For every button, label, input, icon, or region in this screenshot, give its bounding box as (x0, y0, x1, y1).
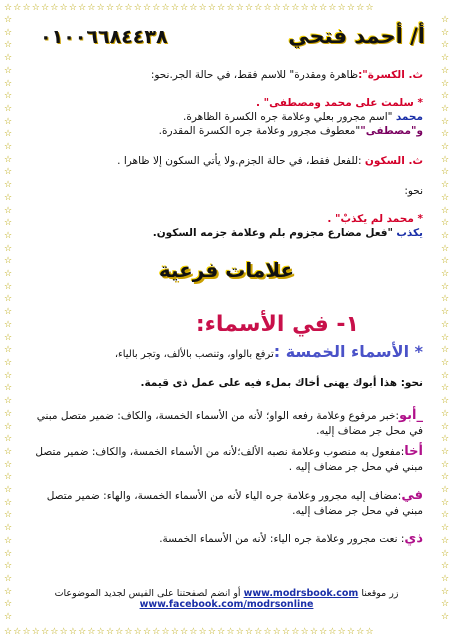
kasra-title: ث. الكسرة": (358, 69, 423, 81)
five-nouns-example: نحو: هذا أبوك يهنى أخاك بملء فيه على عمل ذى قيمة. (140, 377, 423, 389)
kasra-parse-2: و"مصطفى""معطوف مجرور وعلامة جره الكسرة المقدرة. (158, 125, 423, 137)
footer-line-2 (24, 599, 429, 610)
sukun-title: ث. السكون (364, 155, 423, 167)
star-border-top: ☆☆☆☆☆☆☆☆☆☆☆☆☆☆☆☆☆☆☆☆☆☆☆☆☆☆☆☆☆☆☆☆☆☆☆☆☆☆☆☆ (4, 3, 375, 13)
footer-line-1: زر موقعنا www.modrsbook.com أو انضم لصفحتنا على الفيس لجديد الموضوعات (54, 588, 399, 599)
section-heading: ١- في الأسماء: (195, 312, 359, 337)
sukun-nahw: نحو: (404, 185, 423, 197)
parse-item: _أبو:خبر مرفوع وعلامة رفعه الواو؛ لأنه من الأسماء الخمسة، والكاف: ضمير متصل مبني في محل جر مضاف إليه. (36, 408, 423, 437)
parse-item: ذي: نعت مجرور وعلامة جره الياء: لأنه من الأسماء الخمسة. (159, 531, 423, 546)
star-border-right: ☆☆☆☆☆☆☆☆☆☆☆☆☆☆☆☆☆☆☆☆☆☆☆☆☆☆☆☆☆☆☆☆☆☆☆☆☆☆☆☆☆☆☆☆☆☆☆☆ (440, 15, 450, 623)
author-name: أ/ أحمد فتحي (288, 24, 425, 48)
page-content (24, 16, 429, 624)
kasra-example: * سلمت على محمد ومصطفى" . (255, 97, 423, 109)
facebook-link[interactable]: www.facebook.com/modrsonline (139, 599, 314, 610)
parse-item: في:مضاف إليه مجرور وعلامة جره الياء لأنه من الأسماء الخمسة، والهاء: ضمير متصل مبني في محل جر مضاف إليه. (46, 488, 423, 517)
page-header (28, 24, 425, 58)
sukun-example: * محمد لم يكذبْ" . (327, 213, 423, 225)
sukun-paragraph: ث. السكون :للفعل فقط، في حالة الجزم.ولا يأتي السكون إلا ظاهرا . (117, 155, 423, 167)
footer (24, 588, 429, 610)
kasra-paragraph (30, 68, 423, 83)
site-link[interactable]: www.modrsbook.com (243, 588, 359, 599)
sukun-parse: يكذب "فعل مضارع مجزوم بلم وعلامة جزمه السكون. (152, 227, 423, 239)
secondary-signs-badge: علامات فرعية (158, 258, 295, 282)
star-border-bottom: ☆☆☆☆☆☆☆☆☆☆☆☆☆☆☆☆☆☆☆☆☆☆☆☆☆☆☆☆☆☆☆☆☆☆☆☆☆☆☆☆ (4, 627, 375, 637)
phone-number: ٠١٠٠٦٦٨٤٤٣٨ (40, 26, 168, 48)
star-border-left: ☆☆☆☆☆☆☆☆☆☆☆☆☆☆☆☆☆☆☆☆☆☆☆☆☆☆☆☆☆☆☆☆☆☆☆☆☆☆☆☆☆☆☆☆☆☆☆☆ (3, 15, 13, 623)
kasra-parse-1: محمد "اسم مجرور بعلي وعلامة جره الكسرة الظاهرة. (183, 111, 423, 123)
five-nouns-heading: * الأسماء الخمسة :ترفع بالواو، وتنصب بالألف، وتجر بالياء، (114, 342, 423, 361)
kasra-text: ظاهرة ومقدرة" للاسم فقط، في حالة الجر.نحو: (150, 69, 359, 81)
parse-item: أخا:مفعول به منصوب وعلامة نصبه الألف؛لأنه من الأسماء الخمسة، والكاف: ضمير متصل مبني في محل جر مضاف إليه . (35, 444, 423, 473)
